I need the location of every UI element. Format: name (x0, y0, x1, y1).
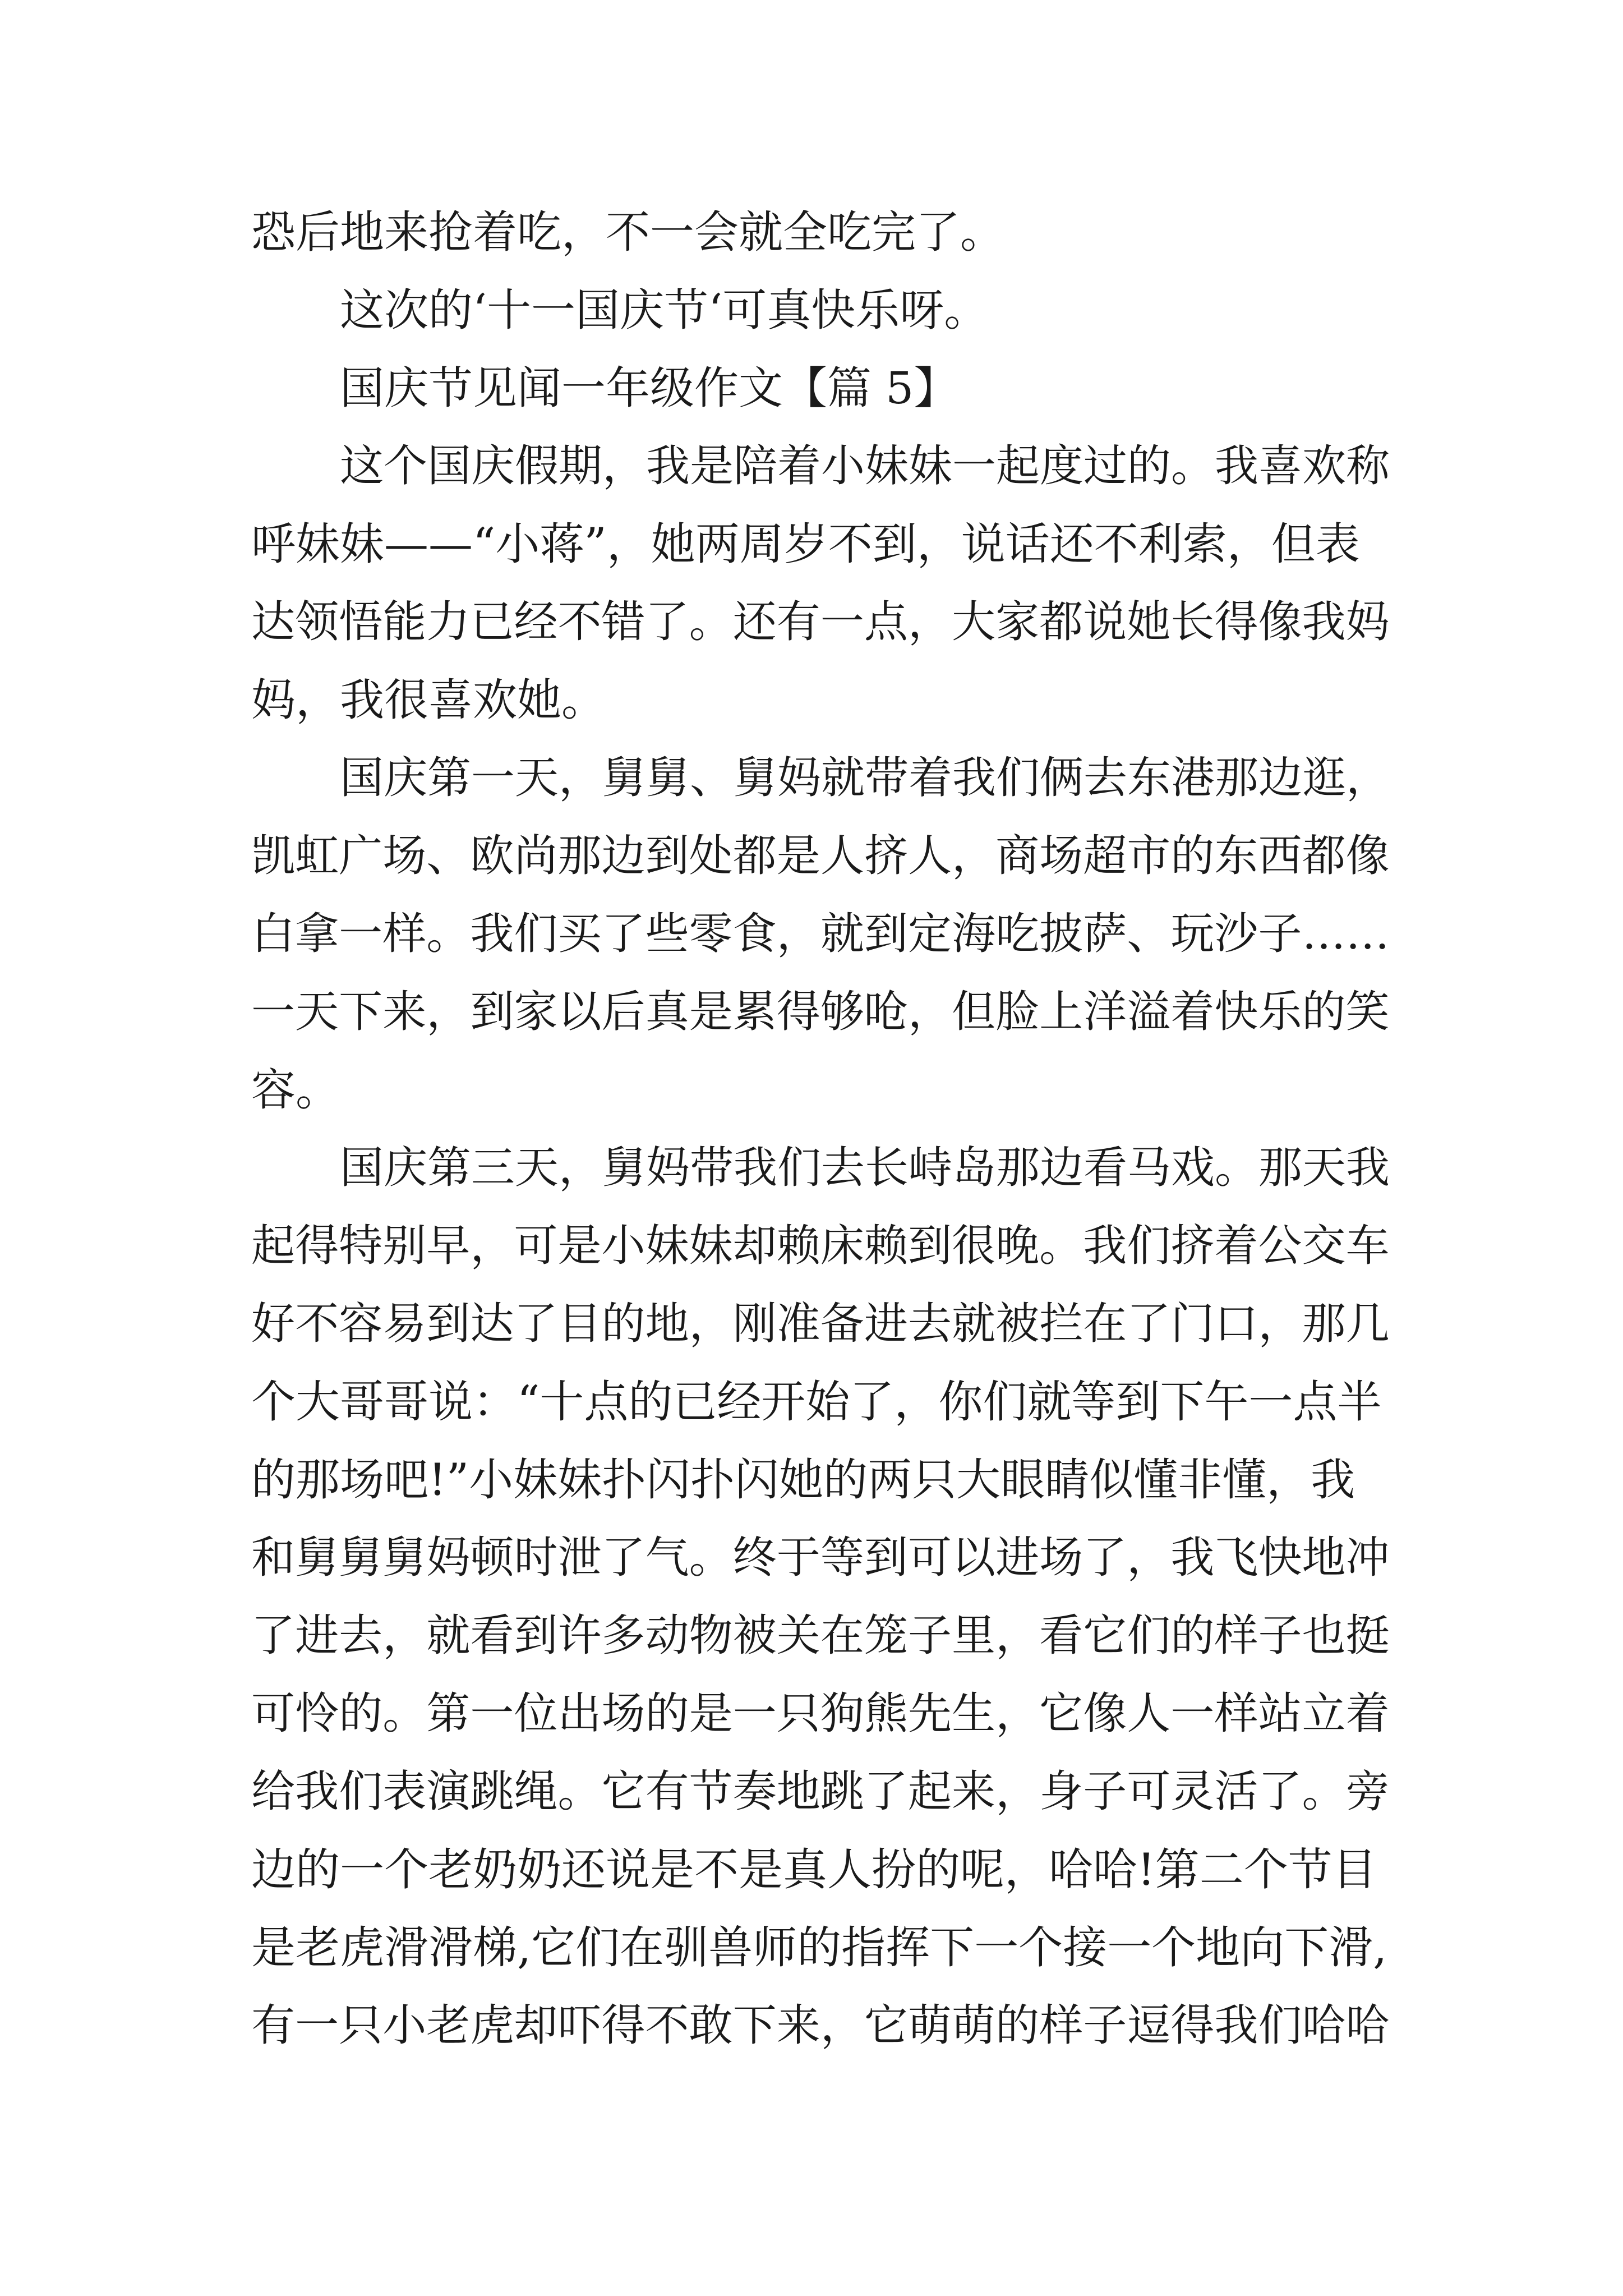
text-line: 一天下来，到家以后真是累得够呛，但脸上洋溢着快乐的笑 (251, 987, 1390, 1037)
essay-text-block (251, 194, 1390, 2065)
paragraph-first-line: 国庆第三天，舅妈带我们去长峙岛那边看马戏。那天我 (340, 1143, 1390, 1193)
paragraph-first-line: 这次的‘十一国庆节‘可真快乐呀。 (340, 284, 989, 336)
text-line: 有一只小老虎却吓得不敢下来，它萌萌的样子逗得我们哈哈 (251, 2000, 1390, 2051)
text-line: 达领悟能力已经不错了。还有一点，大家都说她长得像我妈 (251, 597, 1390, 647)
text-line: 容。 (251, 1064, 340, 1116)
paragraph-first-line: 国庆节见闻一年级作文【篇 5】 (340, 362, 958, 414)
paragraph-first-line: 国庆第一天，舅舅、舅妈就带着我们俩去东港那边逛， (340, 753, 1390, 803)
text-line: 妈，我很喜欢她。 (251, 674, 606, 726)
text-line: 凯虹广场、欧尚那边到处都是人挤人，商场超市的东西都像 (251, 831, 1390, 881)
text-line: 恐后地来抢着吃，不一会就全吃完了。 (251, 206, 1004, 258)
text-line: 的那场吧!”小妹妹扑闪扑闪她的两只大眼睛似懂非懂，我 (251, 1454, 1355, 1506)
text-line: 呼妹妹——“小蒋”，她两周岁不到，说话还不利索，但表 (251, 518, 1360, 570)
text-line: 起得特别早，可是小妹妹却赖床赖到很晚。我们挤着公交车 (251, 1221, 1390, 1271)
paragraph-first-line: 这个国庆假期，我是陪着小妹妹一起度过的。我喜欢称 (340, 441, 1390, 491)
text-line: 和舅舅舅妈顿时泄了气。终于等到可以进场了，我飞快地冲 (251, 1533, 1390, 1583)
text-line: 好不容易到达了目的地，刚准备进去就被拦在了门口，那几 (251, 1299, 1390, 1349)
text-line: 白拿一样。我们买了些零食，就到定海吃披萨、玩沙子…… (251, 909, 1390, 959)
text-line: 给我们表演跳绳。它有节奏地跳了起来，身子可灵活了。旁 (251, 1766, 1390, 1817)
text-line: 个大哥哥说：“十点的已经开始了，你们就等到下午一点半 (251, 1376, 1382, 1428)
text-line: 边的一个老奶奶还说是不是真人扮的呢，哈哈!第二个节目 (251, 1844, 1377, 1895)
text-line: 可怜的。第一位出场的是一只狗熊先生，它像人一样站立着 (251, 1688, 1390, 1739)
text-line: 了进去，就看到许多动物被关在笼子里，看它们的样子也挺 (251, 1611, 1390, 1661)
text-line: 是老虎滑滑梯,它们在驯兽师的指挥下一个接一个地向下滑, (251, 1922, 1387, 1973)
